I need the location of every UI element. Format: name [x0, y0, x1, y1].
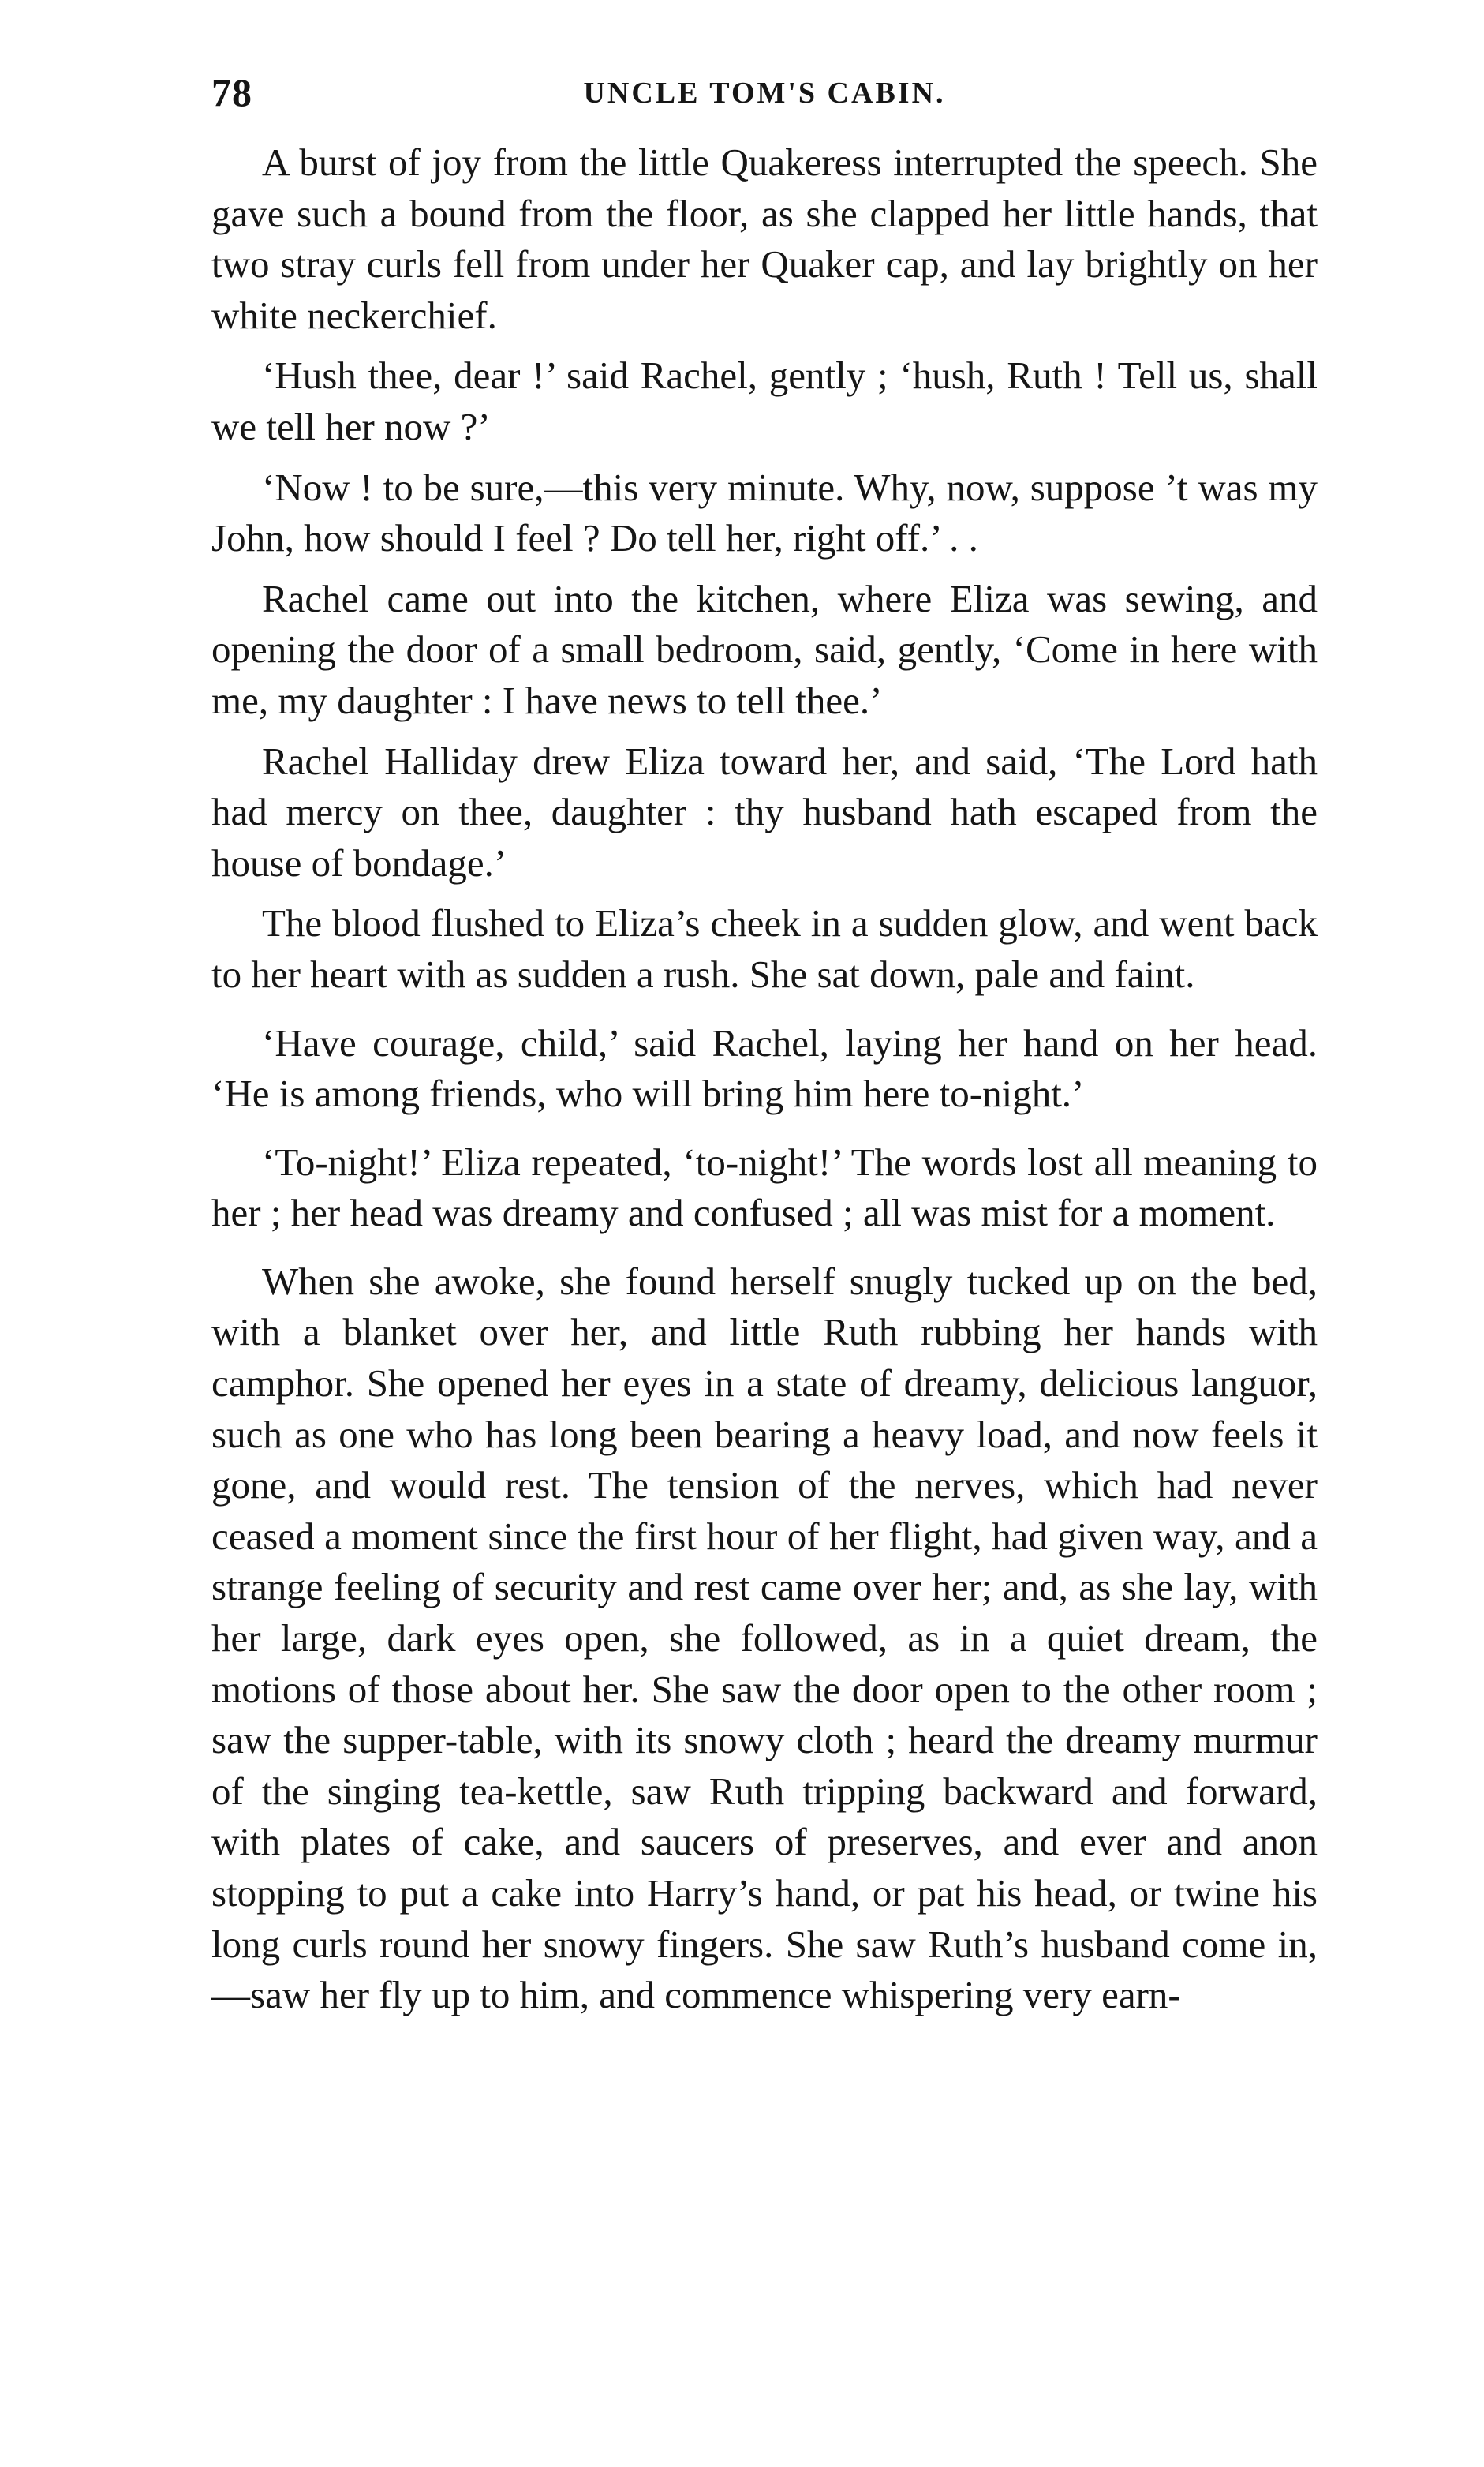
- paragraph-4: Rachel came out into the kitchen, where Eliza was sewing, and opening the door of a small bedroom, said, gently, ‘Come in here with me, my daughter : I have news to tell thee.’: [211, 576, 1318, 722]
- body-text: [211, 137, 1318, 2021]
- paragraph-6: The blood flushed to Eliza’s cheek in a sudden glow, and went back to her heart with as sudden a rush. She sat down, pale and faint.: [211, 901, 1318, 996]
- paragraph-2: ‘Hush thee, dear !’ said Rachel, gently ; ‘hush, Ruth ! Tell us, shall we tell her now ?’: [211, 354, 1318, 448]
- page-header: [211, 69, 1318, 137]
- page-number: 78: [211, 70, 252, 114]
- paragraph-7: ‘Have courage, child,’ said Rachel, laying her hand on her head. ‘He is among friends, who will bring him here to-night.’: [211, 1020, 1318, 1116]
- running-title: UNCLE TOM'S CABIN.: [583, 77, 946, 110]
- paragraph-1: A burst of joy from the little Quakeress interrupted the speech. She gave such a bound from the floor, as she clapped her little hands, that two stray curls fell from under her Quaker cap, and lay brightly on her white neckerchief.: [211, 140, 1318, 337]
- paragraph-3: ‘Now ! to be sure,—this very minute. Why, now, suppose ’t was my John, how should I feel ? Do tell her, right off.’ . .: [211, 465, 1318, 560]
- book-page: [211, 69, 1318, 2031]
- paragraph-9: When she awoke, she found herself snugly tucked up on the bed, with a blanket over her, and little Ruth rubbing her hands with camphor. She opened her eyes in a state of dreamy, delicious languor, such as one who has long been bearing a heavy load, and now feels it gone, and would rest. The tension of the nerves, which had never ceased a moment since the first hour of her flight, had given way, and a strange feeling of security and rest came over her; and, as she lay, with her large, dark eyes open, she followed, as in a quiet dream, the motions of those about her. She saw the door open to the other room ; saw the supper-table, with its snowy cloth ; heard the dreamy murmur of the singing tea-kettle, saw Ruth tripping backward and forward, with plates of cake, and saucers of preserves, and ever and anon stopping to put a cake into Harry’s hand, or pat his head, or twine his long curls round her snowy fingers. She saw Ruth’s husband come in,—saw her fly up to him, and commence whispering very earn-: [211, 1259, 1318, 2017]
- paragraph-8: ‘To-night!’ Eliza repeated, ‘to-night!’ The words lost all meaning to her ; her head was dreamy and confused ; all was mist for a moment.: [211, 1140, 1318, 1235]
- paragraph-5: Rachel Halliday drew Eliza toward her, and said, ‘The Lord hath had mercy on thee, daughter : thy husband hath escaped from the house of bondage.’: [211, 739, 1318, 885]
